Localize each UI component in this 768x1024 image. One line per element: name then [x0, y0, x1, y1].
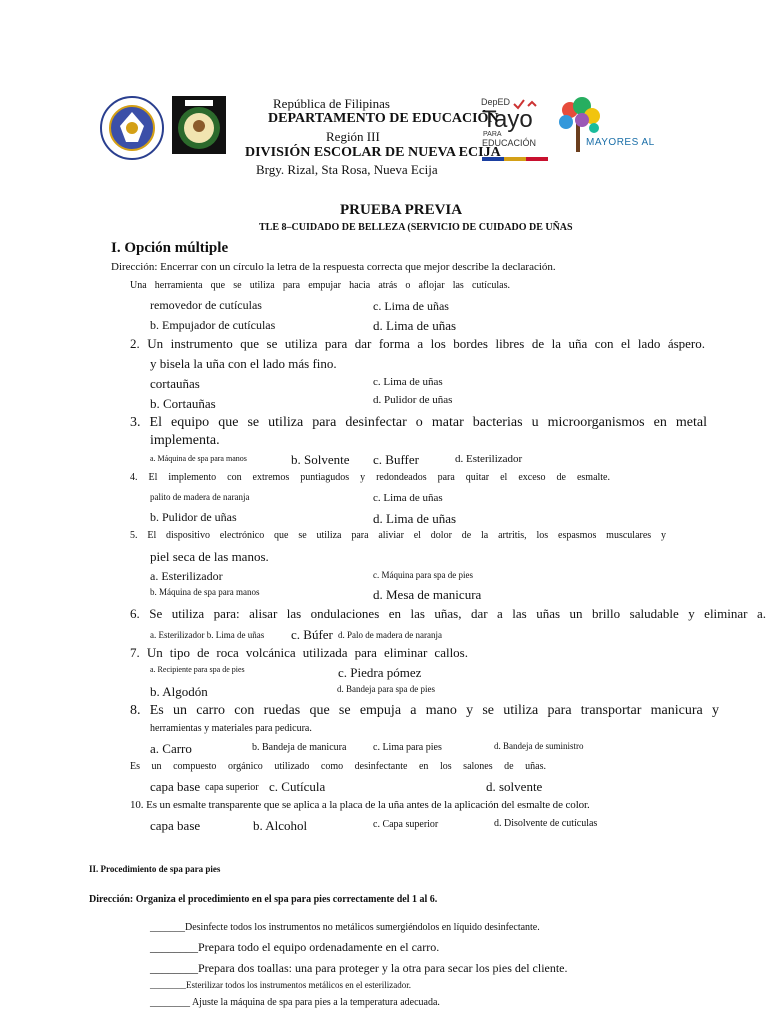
educacion-label: EDUCACIÓN [482, 138, 537, 148]
q5-option-b[interactable]: b. Máquina de spa para manos [150, 587, 260, 597]
q2-option-d[interactable]: d. Pulidor de uñas [373, 394, 453, 406]
answer-blank[interactable]: _______ [150, 922, 185, 933]
q10-option-a[interactable]: capa base [150, 818, 201, 833]
q8-text-cont: herramientas y materiales para pedicura. [150, 723, 312, 734]
q9-option-b[interactable]: capa superior [205, 782, 259, 793]
section1-direction: Dirección: Encerrar con un círculo la letra de la respuesta correcta que mejor describe la declaración. [111, 261, 556, 273]
q5-option-c[interactable]: c. Máquina para spa de pies [373, 570, 473, 580]
page-subtitle: TLE 8–CUIDADO DE BELLEZA (SERVICIO DE CUIDADO DE UÑAS [259, 222, 573, 233]
q4-option-a[interactable]: palito de madera de naranja [150, 492, 250, 502]
para-label: PARA [483, 131, 502, 138]
procedure-item-5: ________ Ajuste la máquina de spa para pies a la temperatura adecuada. [150, 997, 440, 1008]
q9-option-d[interactable]: d. solvente [486, 779, 543, 794]
q6-option-c[interactable]: c. Búfer [291, 627, 333, 642]
q2-text: 2. Un instrumento que se utiliza para dar forma a los bordes libres de la uña con el lado áspero. [130, 336, 705, 351]
answer-blank[interactable]: ________ [150, 940, 198, 954]
q4-option-c[interactable]: c. Lima de uñas [373, 492, 443, 504]
q10-option-b[interactable]: b. Alcohol [253, 818, 308, 833]
q4-text: 4. El implemento con extremos puntiagudos y redondeados para quitar el exceso de esmalte. [130, 472, 610, 483]
q8-option-b[interactable]: b. Bandeja de manicura [252, 742, 347, 753]
q10-option-c[interactable]: c. Capa superior [373, 819, 439, 830]
header-region: Región III [326, 129, 380, 144]
header-address: Brgy. Rizal, Sta Rosa, Nueva Ecija [256, 162, 438, 177]
q3-option-b[interactable]: b. Solvente [291, 452, 350, 467]
q4-option-d[interactable]: d. Lima de uñas [373, 511, 457, 526]
q8-text: 8. Es un carro con ruedas que se empuja a mano y se utiliza para transportar manicura y [130, 703, 719, 718]
q1-option-a[interactable]: removedor de cutículas [150, 298, 262, 312]
deped-seal-logo [100, 96, 164, 160]
q5-option-d[interactable]: d. Mesa de manicura [373, 587, 482, 602]
q7-option-a[interactable]: a. Recipiente para spa de pies [150, 665, 245, 674]
tayo-logo-text: Tayo [482, 106, 533, 133]
q2-option-c[interactable]: c. Lima de uñas [373, 376, 443, 388]
section2-direction: Dirección: Organiza el procedimiento en el spa para pies correctamente del 1 al 6. [89, 894, 438, 905]
header-republic: República de Filipinas [273, 96, 390, 111]
q10-text: 10. Es un esmalte transparente que se aplica a la placa de la uña antes de la aplicación del esmalte de color. [130, 799, 590, 811]
procedure-item-3: ________Prepara dos toallas: una para proteger y la otra para secar los pies del cliente. [150, 961, 568, 975]
procedure-item-1: _______Desinfecte todos los instrumentos no metálicos sumergiéndolos en líquido desinfectante. [150, 922, 540, 933]
procedure-item-2: ________Prepara todo el equipo ordenadamente en el carro. [150, 940, 440, 954]
answer-blank[interactable]: ________ [150, 961, 198, 975]
q3-text: 3. El equipo que se utiliza para desinfectar o matar bacterias u microorganismos en metal [130, 415, 707, 430]
q3-option-a[interactable]: a. Máquina de spa para manos [150, 454, 247, 463]
q8-option-a[interactable]: a. Carro [150, 741, 192, 756]
q1-option-d[interactable]: d. Lima de uñas [373, 318, 457, 333]
q7-option-b[interactable]: b. Algodón [150, 684, 208, 699]
q7-option-c[interactable]: c. Piedra pómez [338, 665, 422, 680]
q8-option-c[interactable]: c. Lima para pies [373, 742, 442, 753]
q3-text-cont: implementa. [150, 433, 220, 448]
answer-blank[interactable]: ________ [150, 980, 186, 990]
answer-blank[interactable]: ________ [150, 997, 190, 1008]
page-title: PRUEBA PREVIA [340, 202, 463, 218]
q6-option-d[interactable]: d. Palo de madera de naranja [338, 630, 442, 640]
q9-text: Es un compuesto orgánico utilizado como desinfectante en los salones de uñas. [130, 761, 546, 772]
q3-option-d[interactable]: d. Esterilizador [455, 453, 523, 465]
q2-text-cont: y bisela la uña con el lado más fino. [150, 356, 337, 371]
q9-option-a[interactable]: capa base [150, 779, 201, 794]
q6-options-ab[interactable]: a. Esterilizador b. Lima de uñas [150, 630, 265, 640]
q3-option-c[interactable]: c. Buffer [373, 452, 419, 467]
q4-option-b[interactable]: b. Pulidor de uñas [150, 510, 237, 524]
header-department: DEPARTAMENTO DE EDUCACIÓN [268, 111, 499, 126]
section1-heading: I. Opción múltiple [111, 240, 229, 256]
q9-option-c[interactable]: c. Cutícula [269, 779, 326, 794]
q1-option-b[interactable]: b. Empujador de cutículas [150, 318, 276, 332]
q2-option-a[interactable]: cortauñas [150, 376, 200, 391]
tree-logo [552, 96, 648, 160]
school-division-logo [172, 96, 226, 154]
q6-text: 6. Se utiliza para: alisar las ondulaciones en las uñas, dar a las uñas un brillo saludable y eliminar a. [130, 606, 766, 621]
procedure-item-4: ________Esterilizar todos los instrumentos metálicos en el esterilizador. [150, 980, 411, 990]
q8-option-d[interactable]: d. Bandeja de suministro [494, 741, 584, 751]
q5-text: 5. El dispositivo electrónico que se utiliza para aliviar el dolor de la artritis, los espasmos musculares y [130, 530, 666, 541]
header-division: DIVISIÓN ESCOLAR DE NUEVA ECIJA [245, 145, 501, 160]
deped-small-label: DepED [481, 97, 511, 107]
q1-text: Una herramienta que se utiliza para empujar hacia atrás o aflojar las cutículas. [130, 280, 510, 291]
mayores-logo-text: MAYORES AL [586, 137, 655, 148]
q1-option-c[interactable]: c. Lima de uñas [373, 299, 449, 313]
q7-option-d[interactable]: d. Bandeja para spa de pies [337, 684, 435, 694]
q10-option-d[interactable]: d. Disolvente de cutículas [494, 818, 598, 829]
q7-text: 7. Un tipo de roca volcánica utilizada para eliminar callos. [130, 645, 468, 660]
q2-option-b[interactable]: b. Cortauñas [150, 396, 216, 411]
section2-heading: II. Procedimiento de spa para pies [89, 864, 221, 874]
q5-text-cont: piel seca de las manos. [150, 549, 269, 564]
q5-option-a[interactable]: a. Esterilizador [150, 569, 223, 583]
